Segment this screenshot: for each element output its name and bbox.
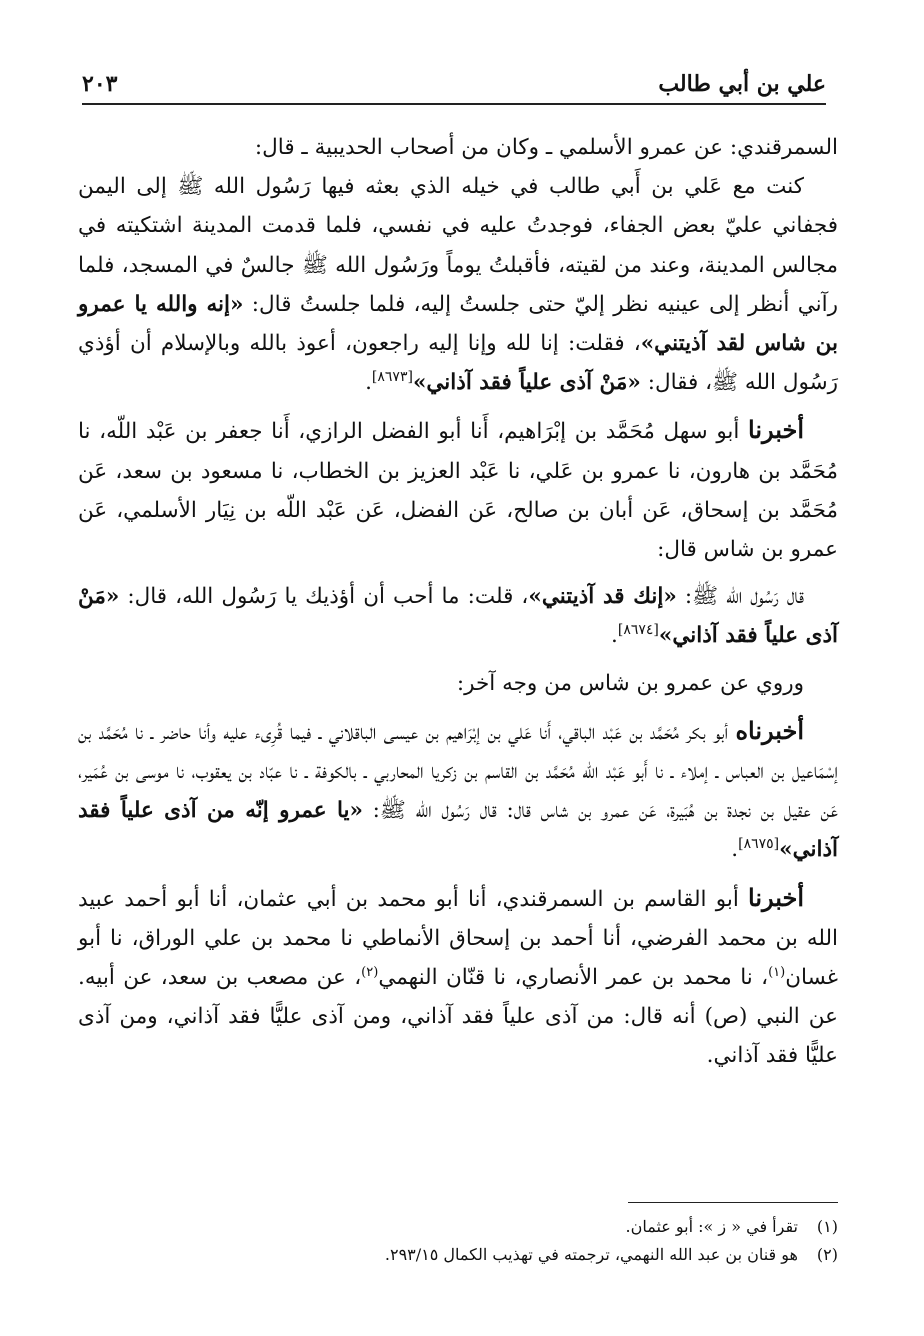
paragraph-5 xyxy=(78,664,838,703)
footnote-separator xyxy=(628,1202,838,1203)
period: . xyxy=(731,837,739,863)
chapter-title: علي بن أبي طالب xyxy=(658,71,826,97)
akhbarana-keyword: أخبرنا xyxy=(748,882,804,912)
isnad-chain: أبو بكر مُحَمَّد بن عَبْد الباقي، أَنا عَلي بن إبْرَاهيم بن عيسى الباقلاني ـ فيما قُرِىء عليه وأنا حاضر ـ نا مُحَمَّد بن إسْمَاعيل بن العباس ـ إملاء ـ نا أَبو عَبْد اللّه مُحَمَّد بن القاسم بن زكريا المحاربي ـ بالكوفة ـ نا عبّاد بن يعقوب، نا موسى بن عُمَير، عَن عقيل بن نجدة بن هُبَيرة، عَن عمرو بن شاس قال: قال رَسُول الله ﷺ: xyxy=(78,719,839,824)
narration-text: كنت مع عَلي بن أَبي طالب في خيله الذي بعثه فيها رَسُول الله ﷺ إلى اليمن فجفاني عليّ بعض الجفاء، فوجدتُ عليه في نفسي، فلما قدمت المدينة اشتكيته في مجالس المدينة، وعند من لقيته، فأقبلتُ يوماً ورَسُول الله ﷺ جالسٌ في المسجد، فلما رآني أنظر إلى عينيه نظر إليّ حتى جلستُ إليه، فلما جلستُ قال: xyxy=(78,174,838,317)
paragraph-7 xyxy=(78,878,838,1076)
hadith-quote: «إنه والله يا عمرو بن شاس لقد آذيتني» xyxy=(78,291,838,357)
footnote-text: تقرأ في « ز »: أبو عثمان. xyxy=(625,1217,798,1236)
narration-text: ، فقلت: إنا لله وإنا إليه راجعون، أعوذ بالله وبالإسلام أن أؤذي رَسُول الله ﷺ، فقال: xyxy=(78,331,838,396)
akhbarana-keyword: أخبرناه xyxy=(735,715,804,745)
paragraph-4 xyxy=(78,577,838,655)
hadith-number: [٨٦٧٥] xyxy=(738,836,780,853)
isnad-chain: أبو القاسم بن السمرقندي، أنا أبو محمد بن أبي عثمان، أنا أبو أحمد عبيد الله بن محمد الفرضي، أنا أحمد بن إسحاق الأنماطي نا محمد بن علي الوراق، نا أبو غسان xyxy=(78,886,838,991)
period: . xyxy=(611,623,618,649)
isnad-chain: ، نا محمد بن عمر الأنصاري، نا قنّان النهمي xyxy=(378,965,769,991)
paragraph-1 xyxy=(78,128,838,167)
hadith-quote: «مَنْ آذى علياً فقد آذاني» xyxy=(412,370,641,396)
footnote-marker[interactable]: (٢) xyxy=(361,964,379,980)
hadith-number: [٨٦٧٣] xyxy=(371,369,413,386)
period: . xyxy=(365,370,372,396)
paragraph-1-text: السمرقندي: عن عمرو الأسلمي ـ وكان من أصحاب الحديبية ـ قال: xyxy=(254,135,838,160)
isnad-chain: أبو سهل مُحَمَّد بن إبْرَاهيم، أَنا أبو الفضل الرازي، أَنا جعفر بن عَبْد اللّه، نا مُحَمَّد بن هارون، نا عمرو بن عَلي، نا عَبْد العزيز بن الخطاب، نا مسعود بن سعد، عَن مُحَمَّد بن إسحاق، عَن أبان بن صالح، عَن الفضل، عَن عَبْد اللّه بن نِيَار الأسلمي، عَن عمرو بن شاس قال: xyxy=(78,419,838,563)
akhbarana-keyword: أخبرنا xyxy=(748,415,804,445)
footnote-item xyxy=(78,1213,838,1241)
hadith-number: [٨٦٧٤] xyxy=(617,622,659,639)
paragraph-6 xyxy=(78,711,838,870)
hadith-quote: «مَنْ آذى علياً فقد آذاني» xyxy=(78,584,838,649)
running-head xyxy=(82,55,826,105)
footnote-number: (١) xyxy=(816,1217,838,1236)
paragraph-5-text: وروي عن عمرو بن شاس من وجه آخر: xyxy=(456,670,804,696)
footnote-item xyxy=(78,1241,838,1269)
hadith-quote: «إنك قد آذيتني» xyxy=(528,584,677,610)
page-number: ٢٠٣ xyxy=(82,71,118,97)
footnote-number: (٢) xyxy=(816,1245,838,1264)
narration-text: قال رَسُول الله ﷺ: xyxy=(676,584,804,610)
footnotes xyxy=(78,1213,838,1269)
footnote-text: هو قنان بن عبد الله النهمي، ترجمته في تهذيب الكمال ٢٩٣/١٥. xyxy=(384,1245,798,1264)
narration-text: ، قلت: ما أحب أن أؤذيك يا رَسُول الله، قال: xyxy=(119,584,529,610)
hadith-quote: «يا عمرو إنّه من آذى علياً فقد آذاني» xyxy=(78,798,838,863)
footnote-marker[interactable]: (١) xyxy=(768,964,786,980)
main-text xyxy=(78,128,838,1076)
paragraph-2 xyxy=(78,167,838,402)
hadith-text: ، عن مصعب بن سعد، عن أبيه. عن النبي (ص) أنه قال: من آذى علياً فقد آذاني، ومن آذى عليًّا فقد آذاني، ومن آذى عليًّا فقد آذاني. xyxy=(78,965,838,1069)
paragraph-3 xyxy=(78,410,838,569)
